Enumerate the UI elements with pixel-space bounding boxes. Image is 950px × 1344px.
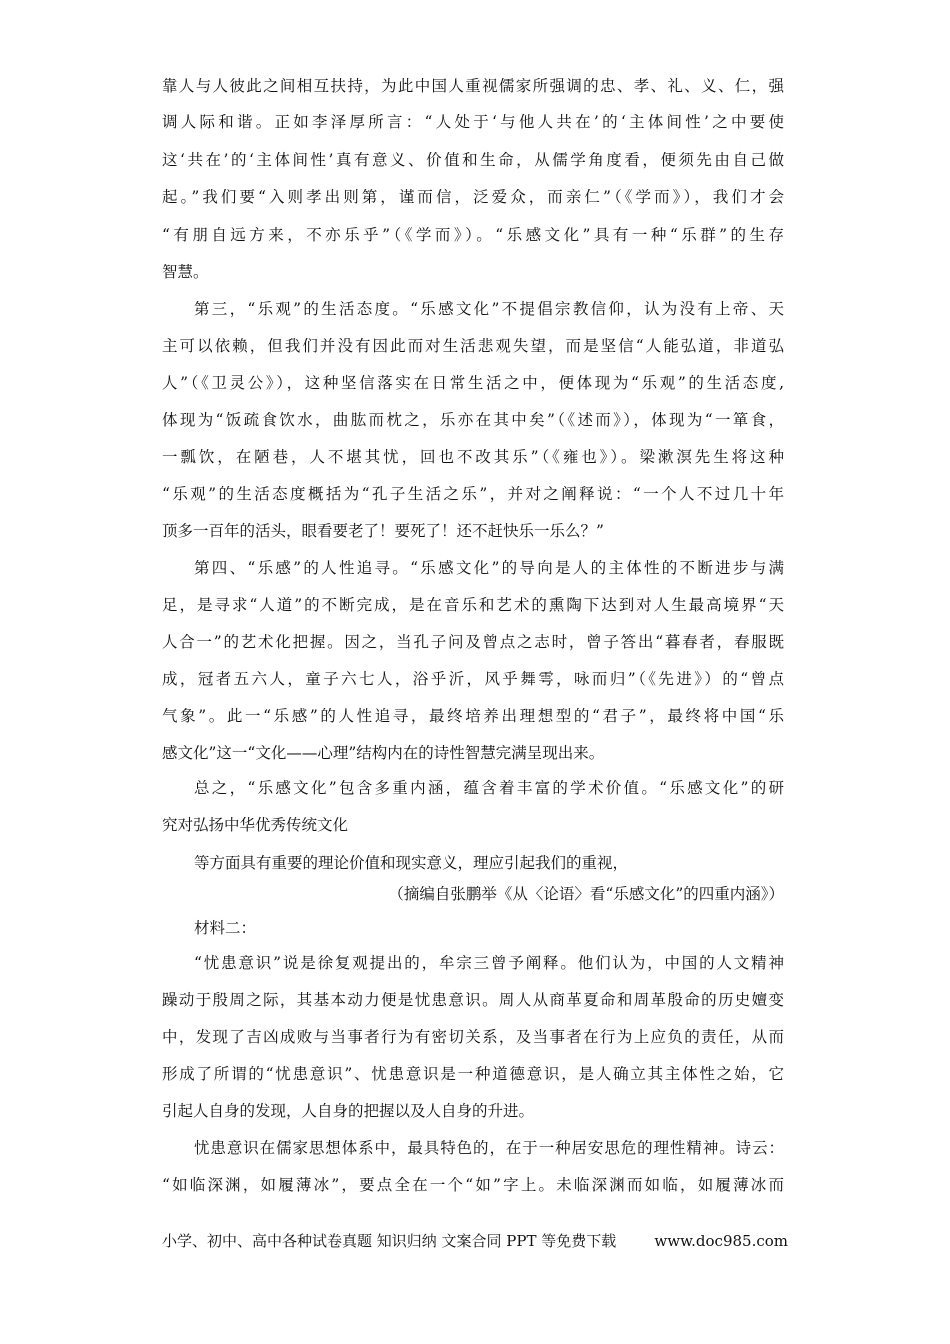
paragraph-line: 第四、“乐感”的人性追寻。“乐感文化”的导向是人的主体性的不断进步与满 xyxy=(194,559,784,577)
paragraph-line: 一瓢饮，在陋巷，人不堪其忧，回也不改其乐”（《雍也》）。梁漱溟先生将这种 xyxy=(162,448,784,466)
paragraph-line: 躁动于殷周之际，其基本动力便是忧患意识。周人从商革夏命和周革殷命的历史嬗变 xyxy=(162,991,784,1009)
citation: （摘编自张鹏举《从〈论语〉看“乐感文化”的四重内涵》） xyxy=(388,885,784,903)
paragraph-line: 忧患意识在儒家思想体系中，最具特色的，在于一种居安思危的理性精神。诗云： xyxy=(194,1139,784,1157)
paragraph-line: 靠人与人彼此之间相互扶持，为此中国人重视儒家所强调的忠、孝、礼、义、仁，强 xyxy=(162,77,784,95)
paragraph-line: 调人际和谐。正如李泽厚所言：“人处于‘与他人共在’的‘主体间性’之中要使 xyxy=(162,113,784,131)
paragraph-line: 中，发现了吉凶成败与当事者行为有密切关系，及当事者在行为上应负的责任，从而 xyxy=(162,1028,784,1046)
paragraph-line: 主可以依赖，但我们并没有因此而对生活悲观失望，而是坚信“人能弘道，非道弘 xyxy=(162,337,784,355)
paragraph-line: 究对弘扬中华优秀传统文化 xyxy=(162,816,349,834)
paragraph-line: “如临深渊，如履薄冰”，要点全在一个“如”字上。未临深渊而如临，如履薄冰而 xyxy=(162,1176,784,1194)
paragraph-line: 人”（《卫灵公》），这种坚信落实在日常生活之中，便体现为“乐观”的生活态度, xyxy=(162,374,784,392)
paragraph-line: 等方面具有重要的理论价值和现实意义，理应引起我们的重视， xyxy=(194,854,629,872)
paragraph-line: 足，是寻求“人道”的不断完成，是在音乐和艺术的熏陶下达到对人生最高境界“天 xyxy=(162,596,784,614)
paragraph-line: 这‘共在’的‘主体间性’真有意义、价值和生命，从儒学角度看，便须先由自己做 xyxy=(162,151,784,169)
paragraph-line: “乐观”的生活态度概括为“孔子生活之乐”，并对之阐释说：“一个人不过几十年 xyxy=(162,485,784,503)
paragraph-line: 形成了所谓的“忧患意识”、忧患意识是一种道德意识，是人确立其主体性之始，它 xyxy=(162,1065,784,1083)
paragraph-line: 总之，“乐感文化”包含多重内涵，蕴含着丰富的学术价值。“乐感文化”的研 xyxy=(194,779,784,797)
paragraph-line: 感文化”这一“文化——心理”结构内在的诗性智慧完满呈现出来。 xyxy=(162,744,605,762)
page-footer xyxy=(162,1231,788,1251)
paragraph-line: 成，冠者五六人，童子六七人，浴乎沂，风乎舞雩，咏而归”（《先进》）的“曾点 xyxy=(162,670,784,688)
paragraph-line: 第三，“乐观”的生活态度。“乐感文化”不提倡宗教信仰，认为没有上帝、天 xyxy=(194,300,784,318)
paragraph-line: “有朋自远方来，不亦乐乎”（《学而》）。“乐感文化”具有一种“乐群”的生存 xyxy=(162,226,784,244)
section-heading: 材料二： xyxy=(194,919,257,937)
paragraph-line: 顶多一百年的活头，眼看要老了！要死了！还不赶快乐一乐么？” xyxy=(162,522,604,540)
paragraph-line: 智慧。 xyxy=(162,263,209,281)
paragraph-line: 起。”我们要“入则孝出则第，谨而信，泛爱众，而亲仁”（《学而》），我们才会 xyxy=(162,188,784,206)
paragraph-line: 体现为“饭疏食饮水，曲肱而枕之，乐亦在其中矣”（《述而》），体现为“一箪食， xyxy=(162,411,784,429)
paragraph-line: 引起人自身的发现，人自身的把握以及人自身的升进。 xyxy=(162,1102,535,1120)
paragraph-line: 气象”。此一“乐感”的人性追寻，最终培养出理想型的“君子”，最终将中国“乐 xyxy=(162,707,784,725)
paragraph-line: “忧患意识”说是徐复观提出的，牟宗三曾予阐释。他们认为，中国的人文精神 xyxy=(194,954,784,972)
footer-website-link[interactable]: www.doc985.com xyxy=(654,1232,788,1250)
paragraph-line: 人合一”的艺术化把握。因之，当孔子问及曾点之志时，曾子答出“暮春者，春服既 xyxy=(162,633,784,651)
footer-promo-text: 小学、初中、高中各种试卷真题 知识归纳 文案合同 PPT 等免费下载 xyxy=(162,1232,617,1250)
